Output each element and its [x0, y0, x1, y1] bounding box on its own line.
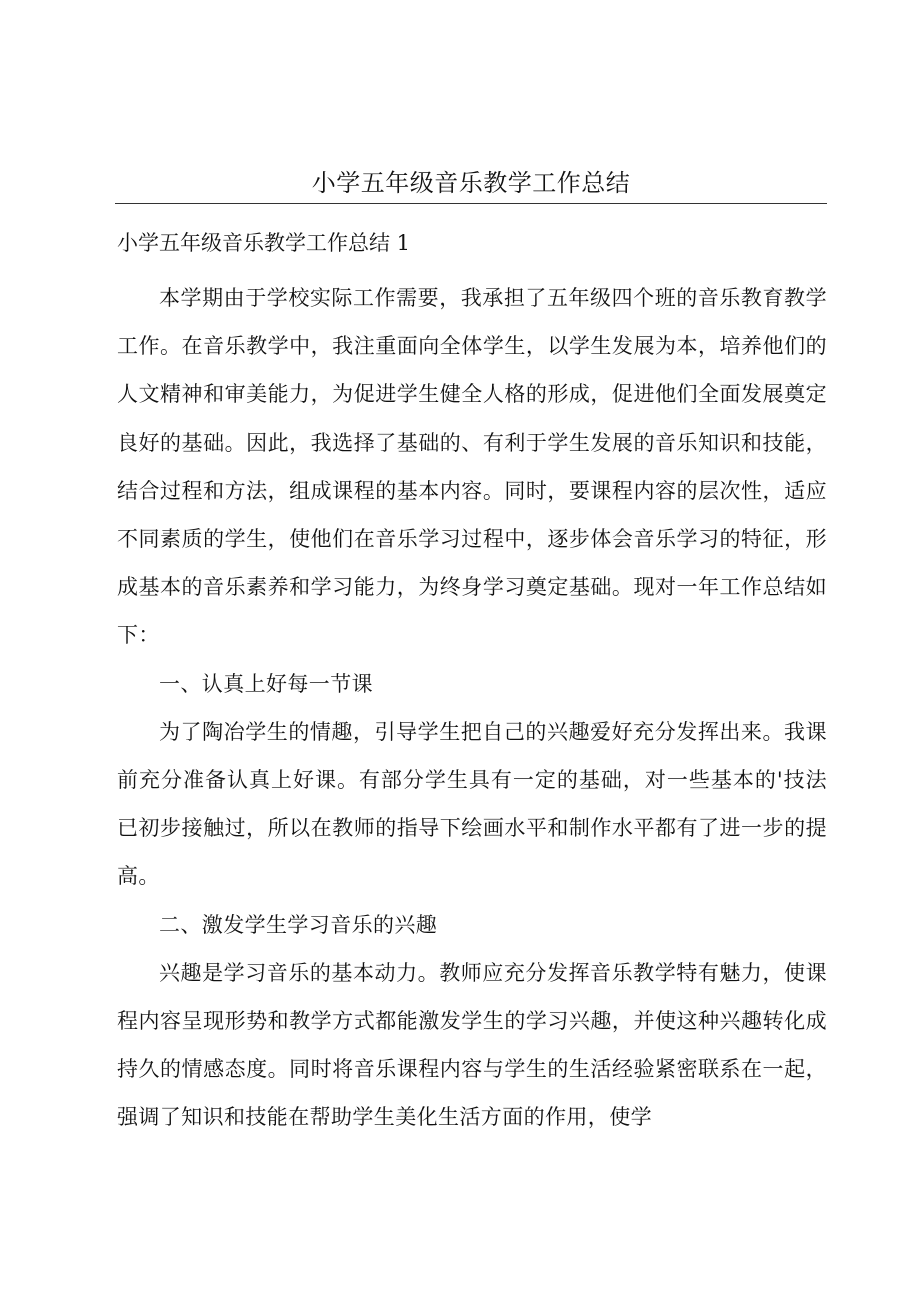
section-paragraph-2: 兴趣是学习音乐的基本动力。教师应充分发挥音乐教学特有魅力，使课程内容呈现形势和教学方式都能激发学生的学习兴趣，并使这种兴趣转化成持久的情感态度。同时将音乐课程内容与学生的生活经验紧密联系在一起，强调了知识和技能在帮助学生美化生活方面的作用，使学 — [117, 960, 827, 1130]
document-title: 小学五年级音乐教学工作总结 — [311, 169, 631, 197]
section-subtitle: 小学五年级音乐教学工作总结 1 — [117, 231, 411, 255]
title-underline — [115, 203, 827, 204]
section-heading-2: 二、激发学生学习音乐的兴趣 — [159, 912, 438, 937]
section-paragraph-1: 为了陶冶学生的情趣，引导学生把自己的兴趣爱好充分发挥出来。我课前充分准备认真上好课。有部分学生具有一定的基础，对一些基本的'技法已初步接触过，所以在教师的指导下绘画水平和制作水平都有了进一步的提高。 — [117, 719, 827, 889]
document-body — [117, 274, 827, 1142]
section-heading-1: 一、认真上好每一节课 — [159, 671, 373, 696]
intro-paragraph: 本学期由于学校实际工作需要，我承担了五年级四个班的音乐教育教学工作。在音乐教学中，我注重面向全体学生，以学生发展为本，培养他们的人文精神和审美能力，为促进学生健全人格的形成，促进他们全面发展奠定良好的基础。因此，我选择了基础的、有利于学生发展的音乐知识和技能，结合过程和方法，组成课程的基本内容。同时，要课程内容的层次性，适应不同素质的学生，使他们在音乐学习过程中，逐步体会音乐学习的特征，形成基本的音乐素养和学习能力，为终身学习奠定基础。现对一年工作总结如下： — [117, 286, 827, 648]
